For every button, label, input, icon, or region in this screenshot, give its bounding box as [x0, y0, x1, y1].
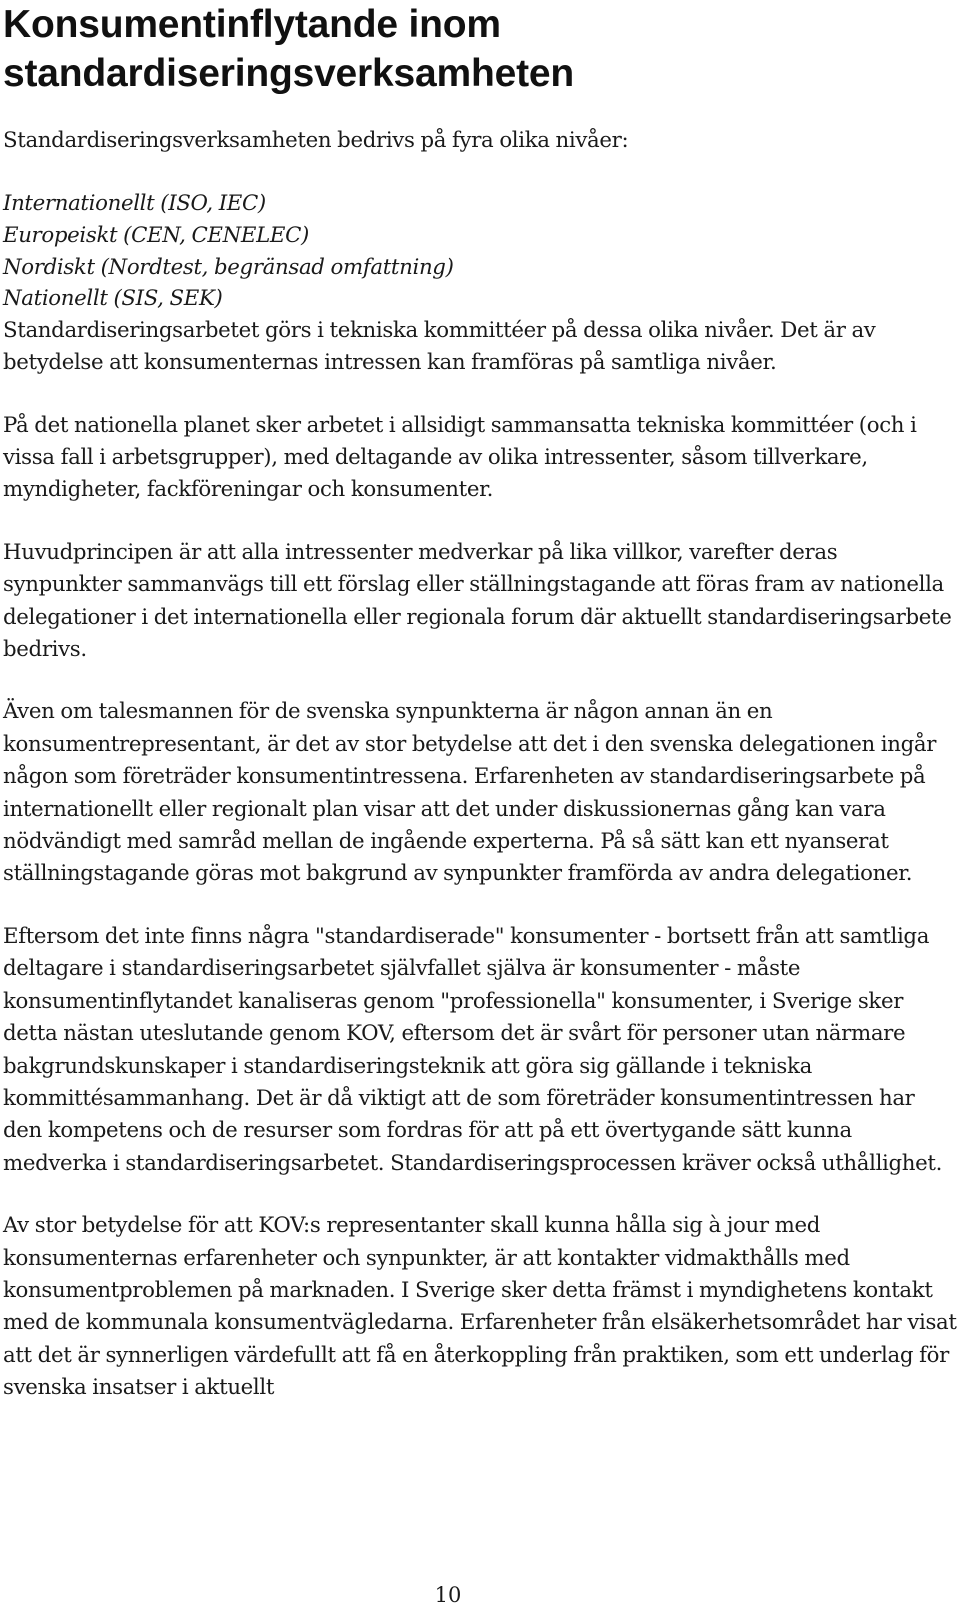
body-paragraph: Huvudprincipen är att alla intressenter medverkar på lika villkor, varefter deras synpunkter sammanvägs till ett förslag eller ställningstagande att föras fram av nationella delegationer i det internationella eller regionala forum där aktuellt standardiseringsarbete bedrivs.: [3, 539, 952, 663]
body-paragraph: På det nationella planet sker arbetet i allsidigt sammansatta tekniska kommittéer (och i vissa fall i arbetsgrupper), med deltagande av olika intressenter, såsom tillverkare, myndigheter, fackföreningar och konsumenter.: [3, 412, 917, 503]
levels-list: [3, 188, 958, 314]
levels-followup: Standardiseringsarbetet görs i tekniska kommittéer på dessa olika nivåer. Det är av betydelse att konsumenternas intressen kan framföras på samtliga nivåer.: [3, 317, 876, 376]
intro-text: Standardiseringsverksamheten bedrivs på fyra olika nivåer:: [3, 128, 629, 153]
level-item: Europeiskt (CEN, CENELEC): [3, 223, 310, 248]
page-number: 10: [434, 1583, 462, 1607]
body-paragraph: Av stor betydelse för att KOV:s representanter skall kunna hålla sig à jour med konsumenternas erfarenheter och synpunkter, är att kontakter vidmakthålls med konsumentproblemen på marknaden. I Sverige sker detta främst i myndighetens kontakt med de kommunala konsumentvägledarna. Erfarenheter från elsäkerhetsområdet har visat att det är synnerligen värdefullt att få en återkoppling från praktiken, som ett underlag för svenska insatser i aktuellt: [3, 1213, 957, 1401]
level-item: Nordiskt (Nordtest, begränsad omfattning): [3, 254, 454, 280]
body-paragraph: Eftersom det inte finns några "standardiserade" konsumenter - bortsett från att samtliga deltagare i standardiseringsarbetet självfallet själva är konsumenter - måste konsumentinflytandet kanaliseras genom "professionella" konsumenter, i Sverige sker detta nästan uteslutande genom KOV, eftersom det är svårt för personer utan närmare bakgrundskunskaper i standardiseringsteknik att göra sig gällande i tekniska kommittésammanhang. Det är då viktigt att de som företräder konsumentintressen har den kompetens och de resurser som fordras för att på ett övertygande sätt kunna medverka i standardiseringsarbetet. Standardiseringsprocessen kräver också uthållighet.: [3, 923, 943, 1176]
page-title: Konsumentinflytande inom standardiseringsverksamheten: [3, 3, 574, 95]
level-item: Nationellt (SIS, SEK): [3, 286, 223, 312]
level-item: Internationellt (ISO, IEC): [3, 191, 266, 217]
body-paragraph: Även om talesmannen för de svenska synpunkterna är någon annan än en konsumentrepresentant, är det av stor betydelse att det i den svenska delegationen ingår någon som företräder konsumentintressena. Erfarenheten av standardiseringsarbete på internationellt eller regionalt plan visar att det under diskussionernas gång kan vara nödvändigt med samråd mellan de ingående experterna. På så sätt kan ett nyanserat ställningstagande göras mot bakgrund av synpunkter framförda av andra delegationer.: [3, 699, 937, 887]
